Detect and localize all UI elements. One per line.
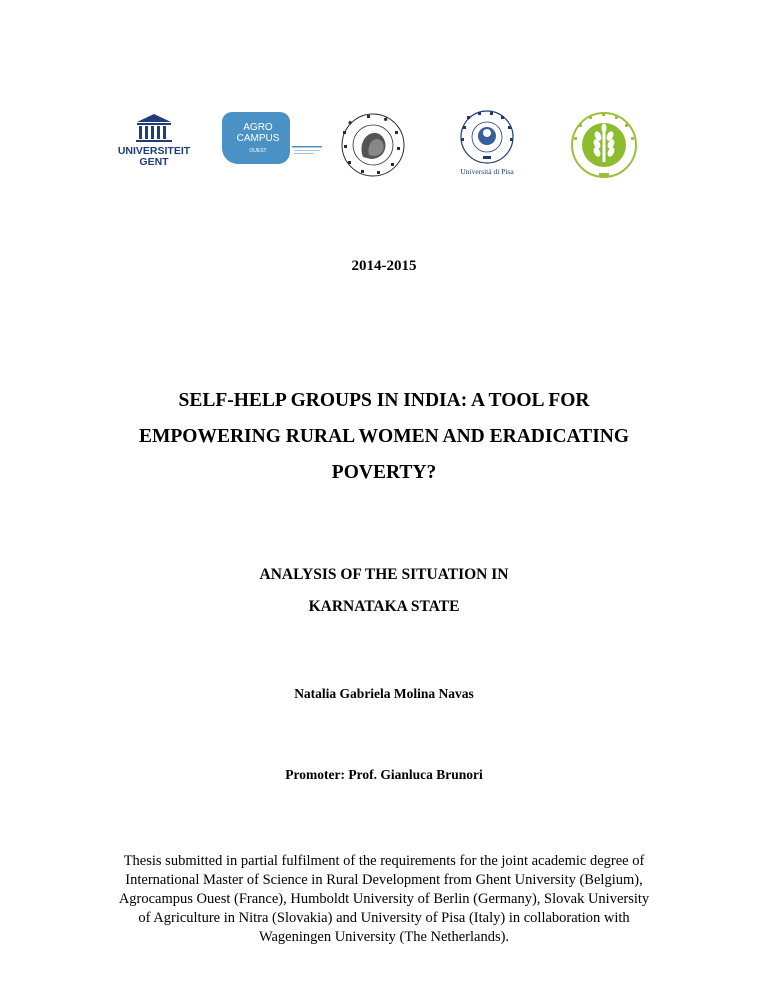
academic-year: 2014-2015 bbox=[351, 258, 417, 274]
thesis-title-line-3: POVERTY? bbox=[331, 462, 437, 483]
agrocampus-ouest-logo bbox=[222, 110, 334, 166]
agro-wordmark-line1: AGRO bbox=[243, 122, 273, 133]
submission-note-line-4: of Agriculture in Nitra (Slovakia) and University of Pisa (Italy) in collaboration with bbox=[138, 910, 630, 926]
thesis-title bbox=[108, 383, 660, 491]
agro-wordmark-line2: CAMPUS bbox=[236, 133, 280, 144]
humboldt-university-seal bbox=[339, 111, 407, 179]
thesis-title-line-1: SELF-HELP GROUPS IN INDIA: A TOOL FOR bbox=[178, 390, 590, 411]
submission-note-line-2: International Master of Science in Rural Development from Ghent University (Belgium), bbox=[125, 872, 643, 888]
submission-note-line-5: Wageningen University (The Netherlands). bbox=[258, 929, 510, 945]
thesis-subtitle-line-2: KARNATAKA STATE bbox=[308, 598, 460, 615]
thesis-title-line-2: EMPOWERING RURAL WOMEN AND ERADICATING bbox=[138, 426, 630, 447]
agro-wordmark-line3: OUEST bbox=[249, 148, 267, 154]
submission-note bbox=[96, 852, 672, 947]
thesis-subtitle-line-1: ANALYSIS OF THE SITUATION IN bbox=[259, 566, 509, 583]
ugent-wordmark-line1: UNIVERSITEIT bbox=[117, 145, 191, 157]
author-name: Natalia Gabriela Molina Navas bbox=[294, 686, 474, 701]
pisa-caption: Università di Pisa bbox=[460, 167, 514, 176]
submission-note-line-3: Agrocampus Ouest (France), Humboldt University of Berlin (Germany), Slovak University bbox=[118, 891, 650, 907]
submission-note-line-1: Thesis submitted in partial fulfilment of the requirements for the joint academic degree of bbox=[123, 853, 645, 869]
university-of-pisa-logo bbox=[447, 108, 527, 178]
ugent-wordmark-line2: GENT bbox=[139, 156, 169, 168]
thesis-subtitle bbox=[0, 559, 768, 623]
slovak-agriculture-university-logo bbox=[569, 110, 639, 180]
ghent-university-logo bbox=[117, 112, 191, 172]
promoter: Promoter: Prof. Gianluca Brunori bbox=[285, 767, 483, 782]
